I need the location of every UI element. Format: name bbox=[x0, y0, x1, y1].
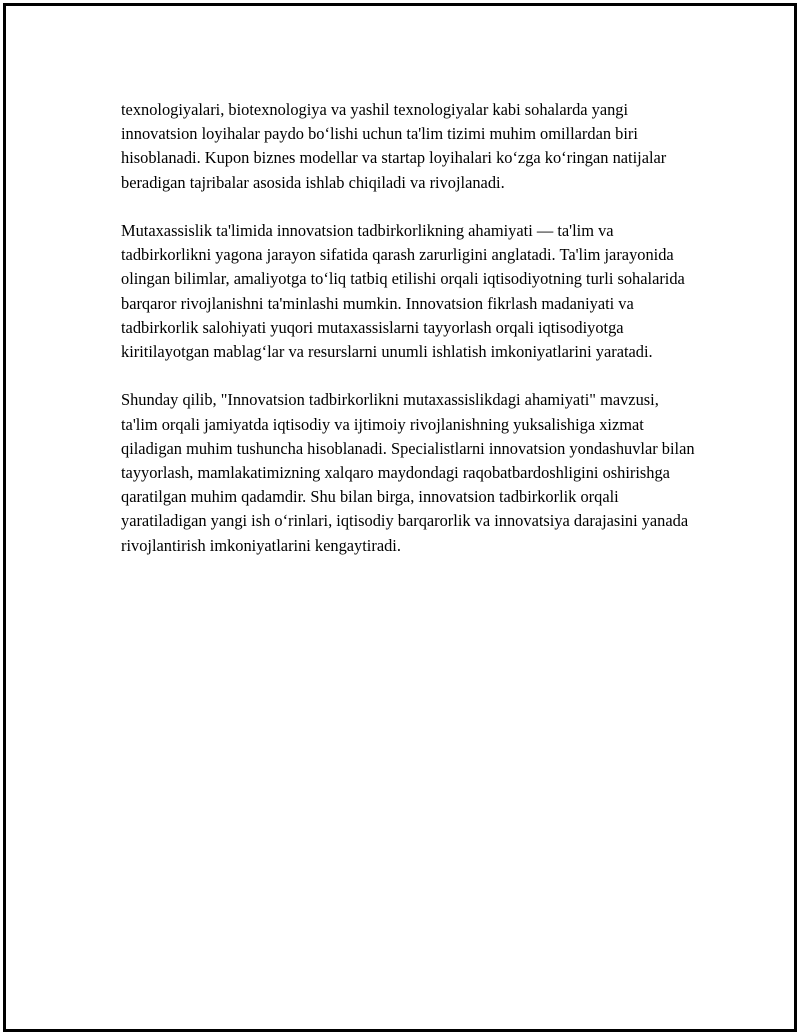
paragraph-3: Shunday qilib, "Innovatsion tadbirkorlikni mutaxassislikdagi ahamiyati" mavzusi, ta'lim orqali jamiyatda iqtisodiy va ijtimoiy rivojlanishning yuksalishiga xizmat qiladigan muhim tushuncha hisoblanadi. Specialistlarni innovatsion yondashuvlar bilan tayyorlash, mamlakatimizning xalqaro maydondagi raqobatbardoshligini oshirishga qaratilgan muhim qadamdir. Shu bilan birga, innovatsion tadbirkorlik orqali yaratiladigan yangi ish o‘rinlari, iqtisodiy barqarorlik va innovatsiya darajasini yanada rivojlantirish imkoniyatlarini kengaytiradi. bbox=[121, 390, 695, 555]
document-body bbox=[121, 98, 696, 582]
page-frame bbox=[3, 3, 797, 1032]
paragraph-2: Mutaxassislik ta'limida innovatsion tadbirkorlikning ahamiyati — ta'lim va tadbirkorlikni yagona jarayon sifatida qarash zarurligini anglatadi. Ta'lim jarayonida olingan bilimlar, amaliyotga to‘liq tatbiq etilishi orqali iqtisodiyotning turli sohalarida barqaror rivojlanishni ta'minlashi mumkin. Innovatsion fikrlash madaniyati va tadbirkorlik salohiyati yuqori mutaxassislarni tayyorlash orqali iqtisodiyotga kiritilayotgan mablag‘lar va resurslarni unumli ishlatish imkoniyatlarini yaratadi. bbox=[121, 221, 685, 362]
paragraph-1: texnologiyalari, biotexnologiya va yashil texnologiyalar kabi sohalarda yangi innovatsion loyihalar paydo bo‘lishi uchun ta'lim tizimi muhim omillardan biri hisoblanadi. Kupon biznes modellar va startap loyihalari ko‘zga ko‘ringan natijalar beradigan tajribalar asosida ishlab chiqiladi va rivojlanadi. bbox=[121, 100, 667, 192]
